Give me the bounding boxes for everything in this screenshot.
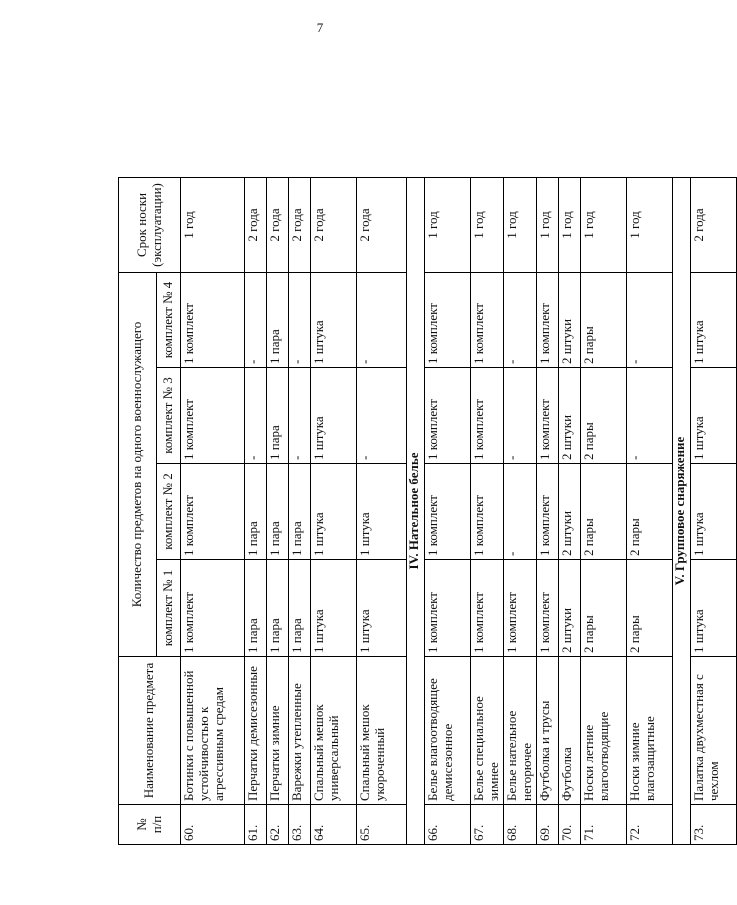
table-row [425, 65, 471, 844]
cell-kit-3: 1 пара [267, 368, 289, 464]
cell-name: Палатка двухместная с чехлом [690, 657, 736, 805]
cell-kit-3: - [503, 368, 536, 464]
cell-num: 63. [289, 805, 311, 845]
cell-kit-2: 1 комплект [181, 464, 245, 560]
header-kit-2: комплект № 2 [157, 464, 181, 560]
table-row [289, 65, 311, 844]
table-row [471, 65, 504, 844]
cell-kit-1: 1 штука [690, 560, 736, 657]
table-row [245, 65, 267, 844]
header-term [119, 177, 181, 272]
cell-kit-1: 1 комплект [503, 560, 536, 657]
header-num [119, 805, 181, 845]
cell-kit-4: 1 комплект [536, 272, 558, 367]
cell-kit-1: 1 пара [289, 560, 311, 657]
cell-kit-3: - [245, 368, 267, 464]
cell-term: 2 года [267, 177, 289, 272]
cell-kit-4: - [503, 272, 536, 367]
cell-term: 1 год [580, 177, 626, 272]
cell-num: 65. [357, 805, 407, 845]
cell-name: Перчатки демисезонные [245, 657, 267, 805]
cell-kit-2: 2 пары [580, 464, 626, 560]
table-row [536, 65, 558, 844]
cell-kit-1: 2 штуки [558, 560, 580, 657]
table-row [311, 65, 357, 844]
section-v-row [672, 65, 690, 844]
cell-kit-4: 1 штука [690, 272, 736, 367]
cell-kit-4: 1 комплект [471, 272, 504, 367]
cell-kit-4: - [357, 272, 407, 367]
cell-term: 2 года [311, 177, 357, 272]
cell-num: 62. [267, 805, 289, 845]
cell-term: 1 год [471, 177, 504, 272]
cell-kit-2: 2 пары [626, 464, 672, 560]
cell-term: 1 год [558, 177, 580, 272]
page-number: 7 [316, 20, 324, 35]
cell-num: 69. [536, 805, 558, 845]
cell-name: Спальный мешок укороченный [357, 657, 407, 805]
cell-num: 67. [471, 805, 504, 845]
cell-kit-2: 1 комплект [425, 464, 471, 560]
section-iv-row [407, 65, 425, 844]
cell-num: 72. [626, 805, 672, 845]
cell-name: Футболка и трусы [536, 657, 558, 805]
cell-num: 70. [558, 805, 580, 845]
cell-term: 2 года [245, 177, 267, 272]
table-row [181, 65, 245, 844]
cell-kit-3: 1 штука [311, 368, 357, 464]
cell-term: 1 год [626, 177, 672, 272]
cell-kit-2: 1 комплект [471, 464, 504, 560]
cell-kit-2: - [503, 464, 536, 560]
header-num-sub: п/п [148, 815, 164, 834]
cell-kit-3: 1 комплект [425, 368, 471, 464]
cell-kit-1: 1 комплект [471, 560, 504, 657]
cell-name: Белье влагоотводящее демисезонное [425, 657, 471, 805]
cell-num: 68. [503, 805, 536, 845]
cell-term: 2 года [357, 177, 407, 272]
cell-term: 1 год [536, 177, 558, 272]
cell-kit-4: - [245, 272, 267, 367]
cell-name: Варежки утепленные [289, 657, 311, 805]
cell-num: 64. [311, 805, 357, 845]
cell-kit-4: 1 пара [267, 272, 289, 367]
section-iv-row-label: IV. Нательное белье [407, 177, 425, 844]
cell-kit-3: 1 комплект [471, 368, 504, 464]
cell-term: 1 год [425, 177, 471, 272]
table-row [558, 65, 580, 844]
cell-kit-1: 1 штука [357, 560, 407, 657]
header-quantity-group: Количество предметов на одного военнослужащего [119, 272, 157, 656]
cell-kit-1: 2 пары [580, 560, 626, 657]
cell-kit-1: 1 комплект [425, 560, 471, 657]
cell-kit-4: 1 штука [311, 272, 357, 367]
table-row [267, 65, 289, 844]
table-row [503, 65, 536, 844]
cell-kit-2: 1 пара [267, 464, 289, 560]
cell-num: 73. [690, 805, 736, 845]
cell-term: 1 год [503, 177, 536, 272]
cell-kit-4: 2 штуки [558, 272, 580, 367]
cell-kit-3: 1 комплект [181, 368, 245, 464]
cell-kit-4: 1 комплект [181, 272, 245, 367]
cell-name: Белье специальное зимнее [471, 657, 504, 805]
cell-name: Носки летние влагоотводящие [580, 657, 626, 805]
header-term-sub: (эксплуатации) [148, 183, 164, 267]
table-row [357, 65, 407, 844]
cell-kit-4: 1 комплект [425, 272, 471, 367]
cell-term: 2 года [690, 177, 736, 272]
cell-kit-3: 2 штуки [558, 368, 580, 464]
cell-kit-3: - [357, 368, 407, 464]
cell-name: Спальный мешок универсальный [311, 657, 357, 805]
section-v-row-label: V. Групповое снаряжение [672, 177, 690, 844]
cell-kit-1: 1 пара [267, 560, 289, 657]
cell-term: 2 года [289, 177, 311, 272]
cell-kit-3: - [289, 368, 311, 464]
cell-kit-1: 1 комплект [181, 560, 245, 657]
cell-kit-3: 1 штука [690, 368, 736, 464]
cell-kit-2: 1 штука [357, 464, 407, 560]
rotated-table-wrapper [118, 66, 721, 845]
cell-kit-1: 1 комплект [536, 560, 558, 657]
cell-name: Ботинки с повышенной устойчивостью к агрессивным средам [181, 657, 245, 805]
cell-kit-2: 1 пара [245, 464, 267, 560]
cell-kit-3: - [626, 368, 672, 464]
table-row [626, 65, 672, 844]
header-row [119, 65, 157, 844]
cell-num: 66. [425, 805, 471, 845]
cell-num: 60. [181, 805, 245, 845]
equipment-table [118, 65, 737, 845]
cell-kit-2: 1 комплект [536, 464, 558, 560]
header-term-label: Срок носки [133, 192, 149, 257]
cell-kit-3: 2 пары [580, 368, 626, 464]
cell-num: 71. [580, 805, 626, 845]
cell-kit-4: 2 пары [580, 272, 626, 367]
cell-name: Футболка [558, 657, 580, 805]
cell-kit-4: - [289, 272, 311, 367]
header-name: Наименование предмета [119, 657, 181, 805]
header-num-label: № [133, 818, 149, 831]
cell-kit-1: 1 пара [245, 560, 267, 657]
header-kit-1: комплект № 1 [157, 560, 181, 657]
cell-name: Носки зимние влагозащитные [626, 657, 672, 805]
cell-kit-2: 1 штука [690, 464, 736, 560]
header-kit-4: комплект № 4 [157, 272, 181, 367]
header-kit-3: комплект № 3 [157, 368, 181, 464]
cell-name: Перчатки зимние [267, 657, 289, 805]
cell-kit-4: - [626, 272, 672, 367]
cell-kit-1: 2 пары [626, 560, 672, 657]
cell-term: 1 год [181, 177, 245, 272]
cell-kit-3: 1 комплект [536, 368, 558, 464]
cell-kit-2: 1 пара [289, 464, 311, 560]
cell-kit-1: 1 штука [311, 560, 357, 657]
cell-kit-2: 1 штука [311, 464, 357, 560]
cell-num: 61. [245, 805, 267, 845]
cell-name: Белье нательное негорючее [503, 657, 536, 805]
table-row [690, 65, 736, 844]
table-row [580, 65, 626, 844]
cell-kit-2: 2 штуки [558, 464, 580, 560]
